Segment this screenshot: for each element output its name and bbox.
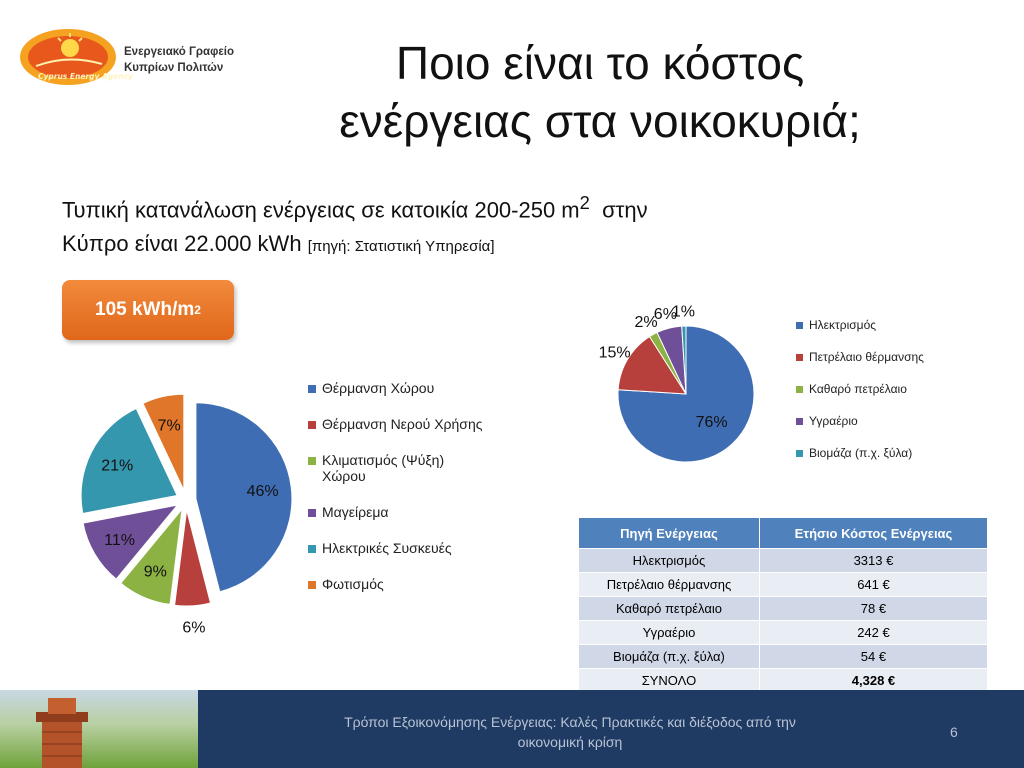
energy-source-pie-data-label: 6% xyxy=(653,306,677,324)
end-use-legend xyxy=(308,380,518,612)
table-cell-cost: 78 € xyxy=(759,597,987,621)
end-use-legend-label: Χώρου xyxy=(322,468,366,484)
energy-source-legend-item xyxy=(796,350,976,364)
energy-source-pie-data-label: 76% xyxy=(695,413,728,431)
table-total-row xyxy=(579,669,988,693)
end-use-pie-data-label: 21% xyxy=(101,457,134,475)
end-use-legend-swatch xyxy=(308,581,316,589)
end-use-legend-label: Μαγείρεμα xyxy=(322,504,389,520)
badge-value: 105 kWh/m xyxy=(95,299,195,320)
energy-source-legend-label: Ηλεκτρισμός xyxy=(809,318,877,332)
table-row xyxy=(579,621,988,645)
footer-caption xyxy=(300,712,840,752)
table-row xyxy=(579,597,988,621)
energy-source-legend-label: Πετρέλαιο θέρμανσης xyxy=(809,350,924,364)
energy-source-legend-label: Βιομάζα (π.χ. ξύλα) xyxy=(809,446,913,460)
energy-source-legend-swatch xyxy=(796,354,803,361)
end-use-legend-label: Θέρμανση Χώρου xyxy=(322,380,435,396)
end-use-pie-data-label: 6% xyxy=(182,619,206,637)
end-use-legend-label: Ηλεκτρικές Συσκευές xyxy=(322,540,452,556)
end-use-legend-label: Κλιματισμός (Ψύξη) xyxy=(322,452,445,468)
end-use-legend-swatch xyxy=(308,385,316,393)
energy-source-legend-swatch xyxy=(796,322,803,329)
org-name-line1: Ενεργειακό Γραφείο xyxy=(124,46,235,58)
energy-source-legend-item xyxy=(796,318,976,332)
table-cell-source: Καθαρό πετρέλαιο xyxy=(579,597,760,621)
table-cell-cost: 641 € xyxy=(759,573,987,597)
end-use-legend-label: Θέρμανση Νερού Χρήσης xyxy=(322,416,483,432)
subtitle-line1-end: στην xyxy=(589,197,648,223)
table-cell-source: Υγραέριο xyxy=(579,621,760,645)
energy-source-legend-label: Υγραέριο xyxy=(809,414,858,428)
table-cell-source: Ηλεκτρισμός xyxy=(579,549,760,573)
energy-source-pie-data-label: 1% xyxy=(671,303,695,321)
energy-source-legend-swatch xyxy=(796,418,803,425)
house-chimney-image xyxy=(0,690,198,768)
end-use-legend-label: Φωτισμός xyxy=(322,576,384,592)
table-row xyxy=(579,573,988,597)
energy-source-legend-swatch xyxy=(796,386,803,393)
end-use-legend-swatch xyxy=(308,509,316,517)
energy-source-legend-item xyxy=(796,446,976,460)
table-total-label: ΣΥΝΟΛΟ xyxy=(579,669,760,693)
energy-source-pie-data-label: 15% xyxy=(598,344,631,362)
footer-caption-line1: Τρόποι Εξοικονόμησης Ενέργειας: Καλές Πρακτικές και διέξοδος από την xyxy=(344,714,796,730)
table-cell-source: Πετρέλαιο θέρμανσης xyxy=(579,573,760,597)
table-row xyxy=(579,549,988,573)
energy-source-legend xyxy=(796,318,976,478)
end-use-legend-item xyxy=(308,504,518,520)
table-cell-cost: 242 € xyxy=(759,621,987,645)
table-header-cost: Ετήσιο Κόστος Ενέργειας xyxy=(759,518,987,549)
table-header-row xyxy=(579,518,988,549)
end-use-legend-item xyxy=(308,576,518,592)
table-cell-source: Βιομάζα (π.χ. ξύλα) xyxy=(579,645,760,669)
end-use-legend-swatch xyxy=(308,457,316,465)
energy-cost-table xyxy=(578,517,988,693)
end-use-pie-data-label: 7% xyxy=(157,417,181,435)
subtitle-line2: Κύπρο είναι 22.000 kWh xyxy=(62,231,308,257)
subtitle-sup: 2 xyxy=(579,192,590,213)
energy-source-legend-item xyxy=(796,382,976,396)
energy-source-pie-data-label: 2% xyxy=(634,313,658,331)
energy-source-legend-item xyxy=(796,414,976,428)
badge-sup: 2 xyxy=(194,303,201,317)
end-use-legend-item xyxy=(308,452,518,484)
table-cell-cost: 54 € xyxy=(759,645,987,669)
end-use-legend-item xyxy=(308,380,518,396)
end-use-legend-item xyxy=(308,416,518,432)
page-number: 6 xyxy=(950,724,958,740)
end-use-pie-data-label: 46% xyxy=(246,482,279,500)
end-use-pie-data-label: 9% xyxy=(143,563,167,581)
subtitle-line1: Τυπική κατανάλωση ενέργειας σε κατοικία 200-250 m xyxy=(62,197,580,223)
end-use-pie-data-label: 11% xyxy=(104,531,135,549)
table-row xyxy=(579,645,988,669)
energy-source-legend-swatch xyxy=(796,450,803,457)
footer-bar xyxy=(0,690,1024,768)
end-use-legend-swatch xyxy=(308,545,316,553)
energy-source-legend-label: Καθαρό πετρέλαιο xyxy=(809,382,907,396)
table-cell-cost: 3313 € xyxy=(759,549,987,573)
table-total-value: 4,328 € xyxy=(759,669,987,693)
chimney-illustration xyxy=(0,690,198,768)
org-name-line2: Κυπρίων Πολιτών xyxy=(124,62,224,74)
slide-title-line1: Ποιο είναι το κόστος xyxy=(395,37,805,89)
end-use-legend-item xyxy=(308,540,518,556)
slide-title-line2: ενέργειας στα νοικοκυριά; xyxy=(339,95,861,147)
end-use-legend-swatch xyxy=(308,421,316,429)
table-header-source: Πηγή Ενέργειας xyxy=(579,518,760,549)
subtitle-source: [πηγή: Στατιστική Υπηρεσία] xyxy=(307,238,495,256)
logo-arc-text: Cyprus Energy Agency xyxy=(38,72,133,81)
footer-caption-line2: οικονομική κρίση xyxy=(517,734,623,750)
